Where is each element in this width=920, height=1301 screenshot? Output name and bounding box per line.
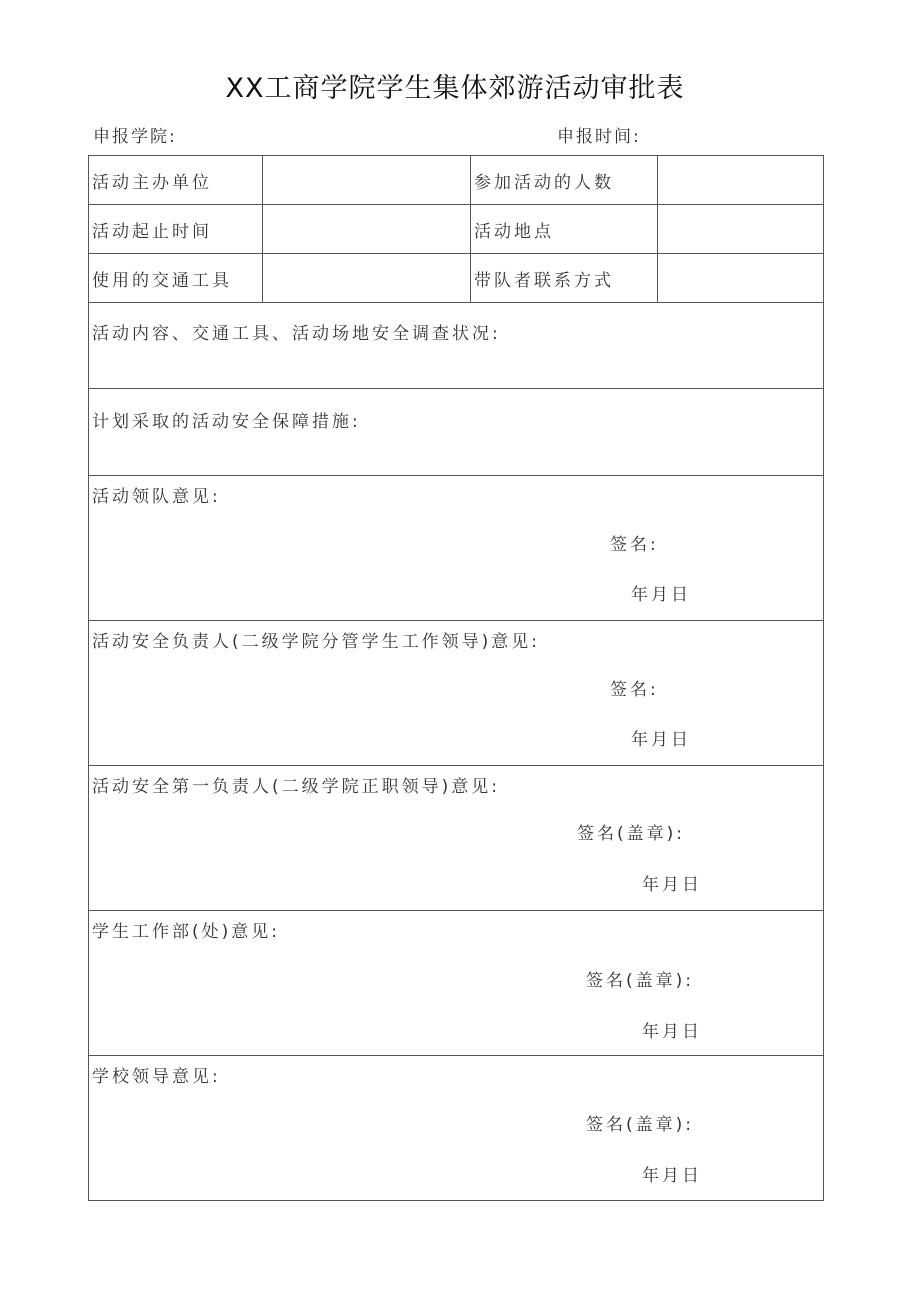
table-row <box>89 1056 824 1201</box>
table-row <box>89 156 824 205</box>
date-label: 年月日 <box>642 1166 702 1186</box>
table-row <box>89 389 824 476</box>
activity-location-label: 活动地点 <box>471 205 658 254</box>
signature-seal-label: 签名(盖章): <box>586 971 694 991</box>
table-row <box>89 476 824 621</box>
signature-seal-label: 签名(盖章): <box>586 1115 694 1135</box>
application-date-label: 申报时间: <box>557 127 641 147</box>
date-label: 年月日 <box>642 875 702 895</box>
leader-opinion-cell[interactable] <box>89 476 824 621</box>
first-safety-officer-opinion-cell[interactable] <box>89 766 824 911</box>
organizer-label: 活动主办单位 <box>89 156 263 205</box>
activity-time-label: 活动起止时间 <box>89 205 263 254</box>
organizer-field[interactable] <box>263 156 471 205</box>
table-row <box>89 254 824 303</box>
table-row <box>89 766 824 911</box>
safety-officer-opinion-label: 活动安全负责人(二级学院分管学生工作领导)意见: <box>92 632 540 652</box>
signature-seal-label: 签名(盖章): <box>577 824 685 844</box>
school-leader-opinion-cell[interactable] <box>89 1056 824 1201</box>
approval-form-table <box>88 155 824 1201</box>
table-row <box>89 303 824 389</box>
table-row <box>89 621 824 766</box>
first-safety-officer-opinion-label: 活动安全第一负责人(二级学院正职领导)意见: <box>92 777 500 797</box>
signature-label: 签名: <box>610 535 659 555</box>
student-affairs-opinion-label: 学生工作部(处)意见: <box>92 922 280 942</box>
date-label: 年月日 <box>642 1022 702 1042</box>
leader-contact-label: 带队者联系方式 <box>471 254 658 303</box>
table-row <box>89 911 824 1056</box>
student-affairs-opinion-cell[interactable] <box>89 911 824 1056</box>
signature-label: 签名: <box>610 680 659 700</box>
leader-contact-field[interactable] <box>658 254 824 303</box>
transport-label: 使用的交通工具 <box>89 254 263 303</box>
participants-field[interactable] <box>658 156 824 205</box>
safety-survey-cell[interactable] <box>89 303 824 389</box>
form-title: XX工商学院学生集体郊游活动审批表 <box>225 73 685 104</box>
school-leader-opinion-label: 学校领导意见: <box>92 1067 221 1087</box>
activity-location-field[interactable] <box>658 205 824 254</box>
safety-officer-opinion-cell[interactable] <box>89 621 824 766</box>
date-label: 年月日 <box>631 585 691 605</box>
activity-time-field[interactable] <box>263 205 471 254</box>
safety-measures-cell[interactable] <box>89 389 824 476</box>
leader-opinion-label: 活动领队意见: <box>92 487 221 507</box>
safety-survey-label: 活动内容、交通工具、活动场地安全调查状况: <box>92 324 501 344</box>
date-label: 年月日 <box>631 730 691 750</box>
transport-field[interactable] <box>263 254 471 303</box>
table-row <box>89 205 824 254</box>
applying-college-label: 申报学院: <box>93 127 177 147</box>
safety-measures-label: 计划采取的活动安全保障措施: <box>92 412 361 432</box>
participants-label: 参加活动的人数 <box>471 156 658 205</box>
